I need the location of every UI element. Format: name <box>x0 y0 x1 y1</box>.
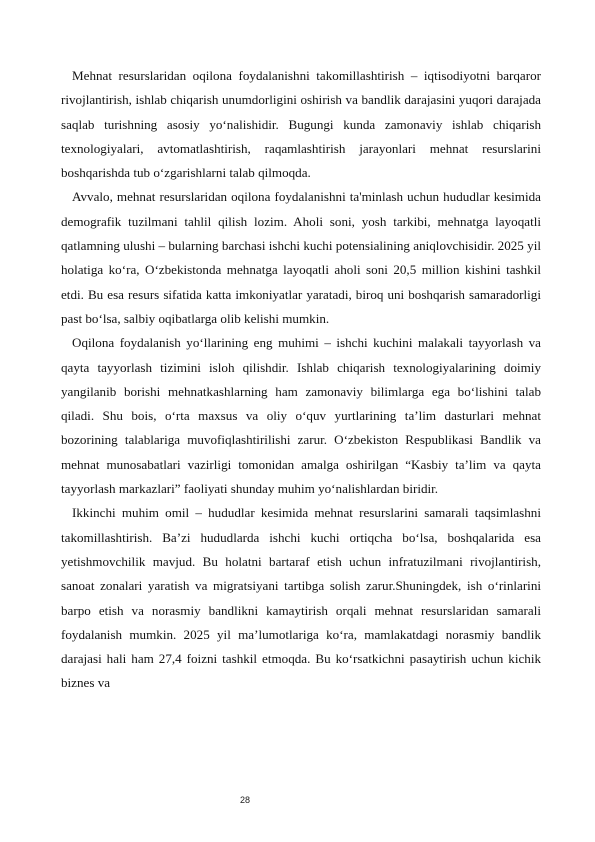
paragraph-2: Avvalo, mehnat resurslaridan oqilona foydalanishni ta'minlash uchun hududlar kesimida demografik tuzilmani tahlil qilish lozim. Aholi soni, yosh tarkibi, mehnatga layoqatli qatlamning ulushi – bularning barchasi ishchi kuchi potensialining aniqlovchisidir. 2025 yil holatiga ko‘ra, O‘zbekistonda mehnatga layoqatli aholi soni 20,5 million kishini tashkil etdi. Bu esa resurs sifatida katta imkoniyatlar yaratadi, biroq uni boshqarish samaradorligi past bo‘lsa, salbiy oqibatlarga olib kelishi mumkin. <box>61 189 541 326</box>
page-number: 28 <box>240 795 251 805</box>
body-text <box>61 64 541 696</box>
paragraph-4: Ikkinchi muhim omil – hududlar kesimida mehnat resurslarini samarali taqsimlashni takomillashtirish. Ba’zi hududlarda ishchi kuchi ortiqcha bo‘lsa, boshqalarida esa yetishmovchilik mavjud. Bu holatni bartaraf etish uchun infratuzilmani rivojlantirish, sanoat zonalari yaratish va migratsiyani tartibga solish zarur.Shuningdek, ish o‘rinlarini barpo etish va norasmiy bandlikni kamaytirish orqali mehnat resurslaridan samarali foydalanish mumkin. 2025 yil ma’lumotlariga ko‘ra, mamlakatdagi norasmiy bandlik darajasi hali ham 27,4 foizni tashkil etmoqda. Bu ko‘rsatkichni pasaytirish uchun kichik biznes va <box>61 505 541 691</box>
paragraph-3: Oqilona foydalanish yo‘llarining eng muhimi – ishchi kuchini malakali tayyorlash va qayta tayyorlash tizimini isloh qilishdir. Ishlab chiqarish texnologiyalarining doimiy yangilanib borishi mehnatkashlarning ham zamonaviy bilimlarga ega bo‘lishini talab qiladi. Shu bois, o‘rta maxsus va oliy o‘quv yurtlarining ta’lim dasturlari mehnat bozorining talablariga muvofiqlashtirilishi zarur. O‘zbekiston Respublikasi Bandlik va mehnat munosabatlari vazirligi tomonidan amalga oshirilgan “Kasbiy ta’lim va qayta tayyorlash markazlari” faoliyati shunday muhim yo‘nalishlardan biridir. <box>61 335 541 497</box>
paragraph-1: Mehnat resurslaridan oqilona foydalanishni takomillashtirish – iqtisodiyotni barqaror rivojlantirish, ishlab chiqarish unumdorligini oshirish va bandlik darajasini yuqori darajada saqlab turishning asosiy yo‘nalishidir. Bugungi kunda zamonaviy ishlab chiqarish texnologiyalari, avtomatlashtirish, raqamlashtirish jarayonlari mehnat resurslarini boshqarishda tub o‘zgarishlarni talab qilmoqda. <box>61 68 541 181</box>
